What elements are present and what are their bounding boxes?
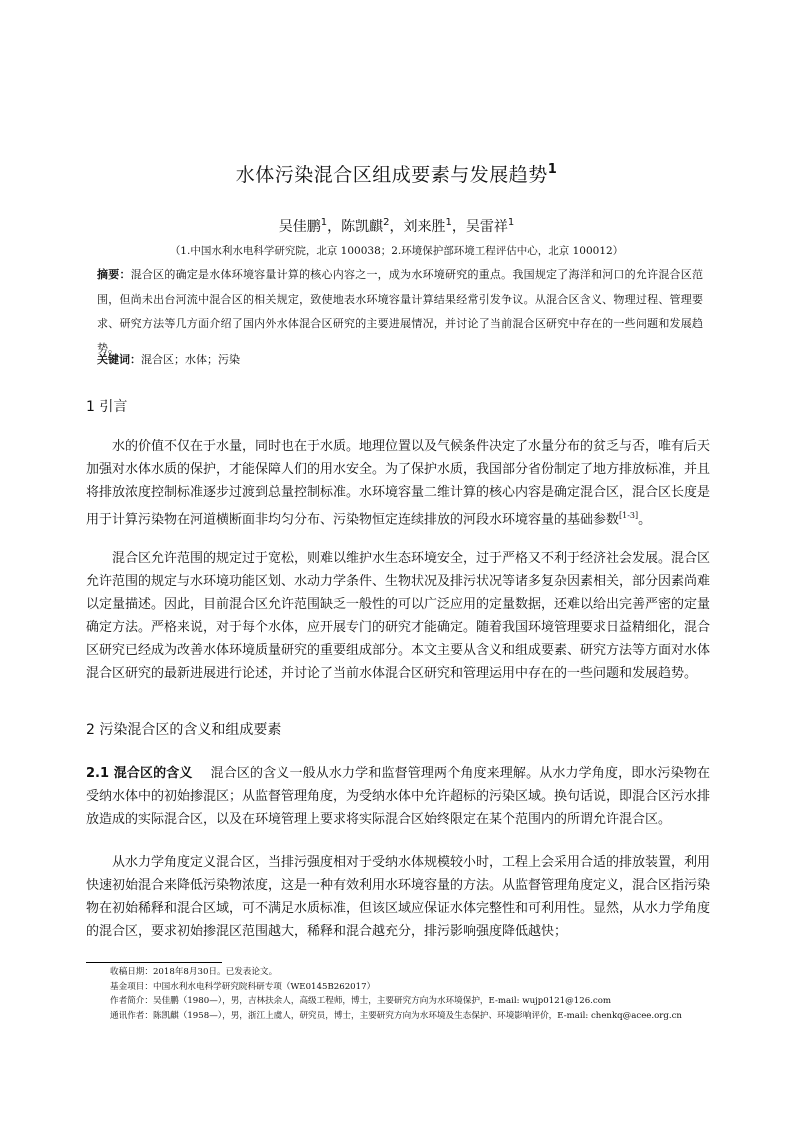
abstract-label: 摘要：	[97, 268, 131, 281]
author-name: 吴雷祥	[465, 219, 508, 235]
keywords-text: 混合区；水体；污染	[141, 353, 240, 366]
author-affil-mark: 1	[320, 217, 328, 228]
abstract-text: 混合区的确定是水体环境容量计算的核心内容之一，成为水环境研究的重点。我国规定了海洋和河口的允许混合区范围，但尚未出台河流中混合区的相关规定，致使地表水环境容量计算结果经常引发争议。从混合区含义、物理过程、管理要求、研究方法等几方面介绍了国内外水体混合区研究的主要进展情况，并讨论了当前混合区研究中存在的一些问题和发展趋势。	[97, 268, 704, 355]
author-separator: ，	[451, 219, 466, 235]
keywords	[97, 350, 703, 370]
author-separator: ，	[389, 219, 404, 235]
body-paragraph: 混合区允许范围的规定过于宽松，则难以维护水生态环境安全，过于严格又不利于经济社会发展。混合区允许范围的规定与水环境功能区划、水动力学条件、生物状况及排污状况等诸多复杂因素相关，部分因素尚难以定量描述。因此，目前混合区允许范围缺乏一般性的可以广泛应用的定量数据，还难以给出完善严密的定量确定方法。严格来说，对于每个水体，应开展专门的研究才能确定。随着我国环境管理要求日益精细化，混合区研究已经成为改善水体环境质量研究的重要组成部分。本文主要从含义和组成要素、研究方法等方面对水体混合区研究的最新进展进行论述，并讨论了当前水体混合区研究和管理运用中存在的一些问题和发展趋势。	[86, 551, 711, 681]
keywords-label: 关键词：	[97, 353, 141, 366]
body-paragraph	[86, 762, 710, 831]
body-paragraph	[86, 435, 710, 531]
paragraph-end: 。	[638, 512, 652, 528]
body-paragraph: 从水力学角度定义混合区，当排污强度相对于受纳水体规模较小时，工程上会采用合适的排放装置，利用快速初始混合来降低污染物浓度，这是一种有效利用水环境容量的方法。从监督管理角度定义，混合区指污染物在初始稀释和混合区域，可不满足水质标准，但该区域应保证水体完整性和可利用性。显然，从水力学角度的混合区，要求初始掺混区范围越大，稀释和混合越充分，排污影响强度降低越快；	[86, 855, 711, 939]
footnote-funding: 基金项目：中国水利水电科学研究院科研专项（WE0145B262017）	[110, 981, 376, 992]
author-list	[0, 216, 793, 236]
section-heading-introduction: 1 引言	[86, 399, 128, 415]
abstract	[97, 263, 703, 361]
author-name: 陈凯麒	[341, 219, 384, 235]
footnote-corresponding-author: 通讯作者：陈凯麒（1958—），男，浙江上虞人，研究员，博士，主要研究方向为水环境及生态保护、环境影响评价，E-mail: chenkq@acee.org.cn	[110, 1010, 682, 1021]
author-affil-mark: 1	[445, 217, 452, 228]
paper-title	[0, 160, 793, 187]
author-affil-mark: 2	[383, 217, 390, 228]
subsection-heading: 2.1 混合区的含义	[86, 766, 193, 781]
footnote-received-date: 收稿日期：2018年8月30日。已发表论文。	[110, 967, 278, 977]
author-separator: ，	[327, 219, 342, 235]
paragraph-text: 混合区的含义一般从水力学和监督管理两个角度来理解。从水力学角度，即水污染物在受纳水体中的初始掺混区；从监督管理角度，为受纳水体中允许超标的污染区域。换句话说，即混合区污水排放造成的实际混合区，以及在环境管理上要求将实际混合区始终限定在某个范围内的所谓允许混合区。	[86, 766, 711, 827]
author-name: 吴佳鹏	[278, 219, 321, 235]
section-heading-mixing-zone: 2 污染混合区的含义和组成要素	[86, 722, 282, 738]
citation-ref: [1-3]	[619, 511, 639, 520]
footnote-divider	[86, 962, 222, 963]
author-affil-mark: 1	[507, 217, 515, 228]
paper-title-text: 水体污染混合区组成要素与发展趋势	[235, 164, 548, 186]
author-name: 刘来胜	[403, 219, 446, 235]
footnote-author-bio: 作者简介：吴佳鹏（1980—），男，吉林扶余人，高级工程师，博士，主要研究方向为水环境保护，E-mail: wujp0121@126.com	[110, 996, 612, 1006]
footnotes	[110, 965, 710, 1023]
title-footnote-mark: 1	[547, 162, 558, 177]
affiliation: （1.中国水利水电科学研究院，北京 100038；2.环境保护部环境工程评估中心，北京 100012）	[169, 245, 624, 257]
paragraph-text: 水的价值不仅在于水量，同时也在于水质。地理位置以及气候条件决定了水量分布的贫乏与否，唯有后天加强对水体水质的保护，才能保障人们的用水安全。为了保护水质，我国部分省份制定了地方排放标准，并且将排放浓度控制标准逐步过渡到总量控制标准。水环境容量二维计算的核心内容是确定混合区，混合区长度是用于计算污染物在河道横断面非均匀分布、污染物恒定连续排放的河段水环境容量的基础参数	[86, 439, 711, 528]
